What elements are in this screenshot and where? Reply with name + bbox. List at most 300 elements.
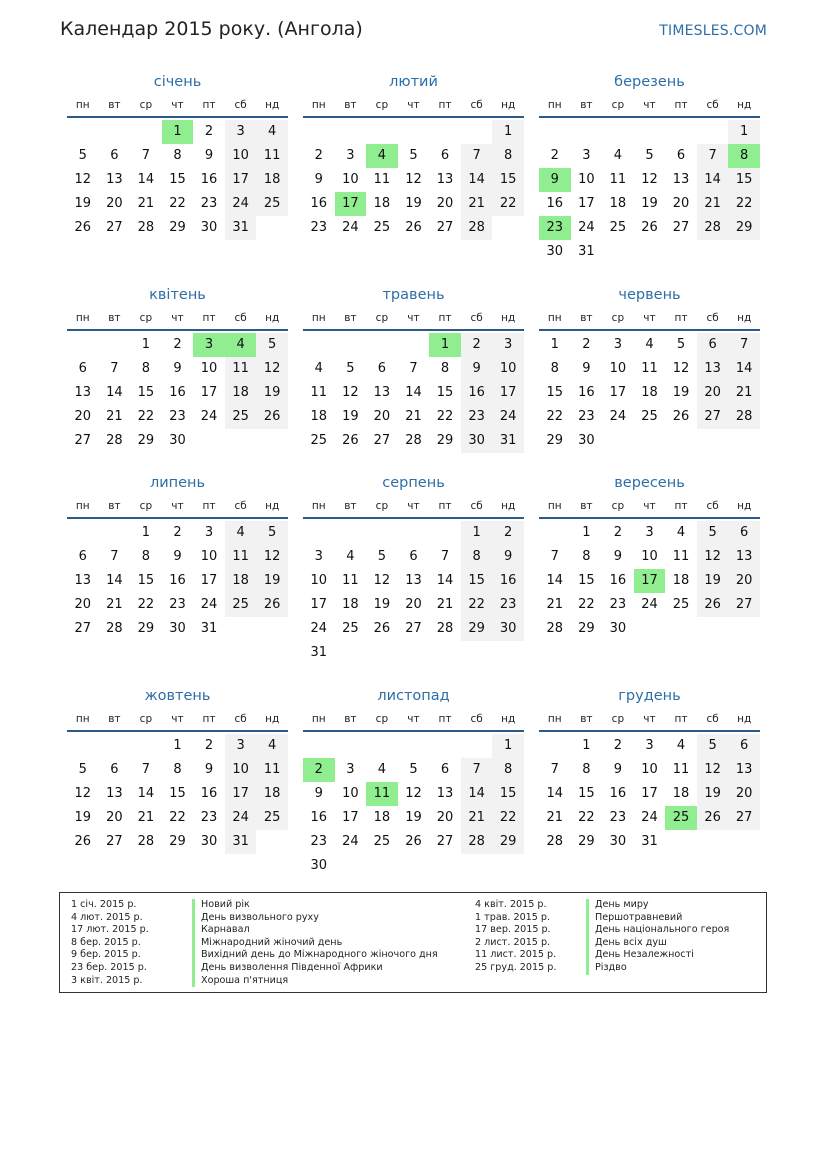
legend-date: 8 бер. 2015 р. <box>71 936 141 948</box>
day-cell: 1 <box>550 337 559 352</box>
empty-cell <box>335 734 367 758</box>
day-cell: 20 <box>697 381 729 405</box>
month-block <box>67 283 288 453</box>
empty-cell <box>303 120 335 144</box>
month-name: лютий <box>389 74 438 90</box>
day-cell: 6 <box>377 361 387 376</box>
day-cell: 26 <box>641 220 658 235</box>
day-cell: 27 <box>436 834 454 849</box>
day-cell: 22 <box>546 409 564 424</box>
empty-cell <box>303 521 335 545</box>
day-cell: 22 <box>169 810 186 825</box>
day-cell: 21 <box>405 409 422 424</box>
day-cell: 11 <box>373 172 391 187</box>
legend-date: 1 січ. 2015 р. <box>71 899 137 910</box>
weekday-label: пн <box>75 713 90 725</box>
empty-cell <box>67 333 99 357</box>
empty-cell <box>634 120 666 144</box>
weekday-label: ср <box>611 500 625 512</box>
legend-date: 1 трав. 2015 р. <box>475 911 551 923</box>
weekday-label: сб <box>706 713 719 725</box>
legend-holiday-name: День національного героя <box>586 924 729 937</box>
day-cell: 20 <box>728 782 760 806</box>
weekday-label: вт <box>344 99 357 111</box>
day-cell: 29 <box>169 834 186 849</box>
empty-cell <box>99 734 131 758</box>
day-cell: 3 <box>346 762 355 777</box>
day-cell: 28 <box>697 216 729 240</box>
day-cell: 22 <box>492 192 524 216</box>
day-cell: 28 <box>461 830 493 854</box>
day-cell: 27 <box>74 433 92 448</box>
day-cell: 19 <box>256 569 288 593</box>
day-cell: 26 <box>256 593 288 617</box>
empty-cell <box>335 333 367 357</box>
day-cell: 18 <box>310 409 328 424</box>
day-cell: 27 <box>728 806 760 830</box>
legend-date: 2 лист. 2015 р. <box>475 936 551 948</box>
month-block <box>303 684 524 878</box>
month-name: грудень <box>618 688 681 704</box>
weekday-label: вт <box>108 500 121 512</box>
weekday-label: пн <box>547 500 562 512</box>
weekday-label: вт <box>580 713 593 725</box>
day-cell: 15 <box>137 573 155 588</box>
day-cell: 11 <box>342 573 359 588</box>
empty-cell <box>398 333 430 357</box>
day-cell: 10 <box>492 357 524 381</box>
day-cell: 24 <box>342 834 359 849</box>
day-cell: 11 <box>672 762 690 777</box>
day-cell: 20 <box>373 409 391 424</box>
month-block <box>539 283 760 453</box>
day-cell: 29 <box>436 433 454 448</box>
day-cell: 12 <box>373 573 391 588</box>
day-cell: 21 <box>137 810 155 825</box>
day-cell: 13 <box>106 172 123 187</box>
day-cell: 6 <box>78 549 87 564</box>
day-cell: 23 <box>200 810 218 825</box>
day-cell: 5 <box>377 549 387 564</box>
day-cell: 30 <box>461 429 493 453</box>
day-cell: 12 <box>697 758 729 782</box>
day-cell: 24 <box>310 621 328 636</box>
empty-cell <box>366 333 398 357</box>
day-cell: 31 <box>200 621 218 636</box>
day-cell: 25 <box>256 806 288 830</box>
day-cell: 22 <box>137 409 155 424</box>
weekday-label: сб <box>470 500 483 512</box>
day-cell: 12 <box>74 786 92 801</box>
weekday-label: сб <box>234 500 247 512</box>
month-name: липень <box>149 475 206 491</box>
weekday-label: сб <box>470 713 483 725</box>
day-cell: 2 <box>492 521 524 545</box>
day-cell: 15 <box>578 786 595 801</box>
weekday-label: чт <box>643 713 656 725</box>
day-cell: 23 <box>461 405 493 429</box>
day-cell: 22 <box>578 597 595 612</box>
legend-date: 17 лют. 2015 р. <box>71 924 149 936</box>
day-cell: 14 <box>546 573 564 588</box>
day-cell: 25 <box>672 597 690 612</box>
day-cell: 27 <box>436 220 454 235</box>
day-cell: 31 <box>310 645 328 660</box>
day-cell: 28 <box>728 405 760 429</box>
day-cell: 8 <box>173 148 182 163</box>
weekday-label: нд <box>265 99 280 111</box>
day-cell: 30 <box>492 617 524 641</box>
day-cell: 1 <box>582 525 591 540</box>
day-cell: 9 <box>204 762 214 777</box>
day-cell: 24 <box>578 220 595 235</box>
weekday-label: чт <box>171 99 184 111</box>
day-cell: 6 <box>110 148 119 163</box>
day-cell: 24 <box>225 192 257 216</box>
day-cell: 27 <box>373 433 391 448</box>
empty-cell <box>602 120 634 144</box>
day-cell: 26 <box>405 220 422 235</box>
legend-date: 11 лист. 2015 р. <box>475 949 557 961</box>
day-cell: 16 <box>169 385 186 400</box>
weekday-label: чт <box>643 500 656 512</box>
empty-cell <box>461 120 493 144</box>
weekday-label: чт <box>171 500 184 512</box>
day-cell: 30 <box>200 220 218 235</box>
day-cell: 11 <box>641 361 658 376</box>
day-cell: 14 <box>461 782 493 806</box>
day-cell: 23 <box>609 810 627 825</box>
day-cell: 2 <box>613 738 623 753</box>
day-cell: 2 <box>582 337 591 352</box>
weekday-label: ср <box>139 99 153 111</box>
legend-date: 9 бер. 2015 р. <box>71 949 141 961</box>
weekday-label: ср <box>611 99 625 111</box>
day-cell: 30 <box>169 433 186 448</box>
weekday-label: пт <box>438 500 452 512</box>
weekday-label: нд <box>737 713 752 725</box>
day-cell: 13 <box>373 385 391 400</box>
day-cell: 29 <box>578 834 595 849</box>
weekday-header <box>303 307 524 331</box>
day-cell: 3 <box>492 333 524 357</box>
day-cell: 31 <box>641 834 658 849</box>
day-cell: 18 <box>256 782 288 806</box>
weekday-label: пн <box>547 312 562 324</box>
empty-cell <box>366 521 398 545</box>
weekday-header <box>303 94 524 118</box>
weekday-label: чт <box>171 312 184 324</box>
day-cell: 2 <box>461 333 493 357</box>
day-cell: 1 <box>728 120 760 144</box>
day-cell: 7 <box>110 361 119 376</box>
weekday-label: ср <box>611 713 625 725</box>
weekday-label: вт <box>344 713 357 725</box>
weekday-label: сб <box>234 713 247 725</box>
day-cell: 4 <box>346 549 355 564</box>
day-cell: 8 <box>141 549 151 564</box>
day-cell: 25 <box>342 621 359 636</box>
day-cell: 19 <box>641 196 658 211</box>
day-cell: 5 <box>645 148 654 163</box>
empty-cell <box>398 734 430 758</box>
day-cell: 26 <box>256 405 288 429</box>
weekday-label: пн <box>547 99 562 111</box>
day-cell: 20 <box>405 597 422 612</box>
day-cell: 7 <box>141 148 151 163</box>
empty-cell <box>697 120 729 144</box>
weekday-label: нд <box>501 500 516 512</box>
day-cell: 15 <box>169 786 186 801</box>
day-cell: 15 <box>578 573 595 588</box>
weekday-header <box>67 495 288 519</box>
weekday-label: нд <box>737 312 752 324</box>
day-cell: 8 <box>582 549 591 564</box>
day-cell: 17 <box>200 385 218 400</box>
day-cell: 31 <box>225 216 257 240</box>
empty-cell <box>335 120 367 144</box>
legend-holiday-name: Новий рік <box>192 899 438 912</box>
day-cell: 29 <box>546 433 564 448</box>
month-block <box>67 684 288 854</box>
empty-cell <box>539 734 571 758</box>
day-cell: 29 <box>728 216 760 240</box>
day-cell: 23 <box>169 409 186 424</box>
day-cell: 14 <box>106 573 123 588</box>
day-cell: 1 <box>492 734 524 758</box>
month-name: січень <box>153 74 202 90</box>
day-cell: 9 <box>461 357 493 381</box>
weekday-header <box>303 708 524 732</box>
day-grid <box>67 333 288 453</box>
day-cell: 6 <box>110 762 119 777</box>
day-cell: 18 <box>373 196 391 211</box>
day-cell: 16 <box>200 786 218 801</box>
day-cell: 16 <box>578 385 595 400</box>
legend-date: 4 лют. 2015 р. <box>71 911 143 923</box>
day-cell: 29 <box>461 617 493 641</box>
day-cell: 14 <box>137 172 155 187</box>
day-cell: 23 <box>310 834 328 849</box>
day-cell: 22 <box>492 806 524 830</box>
day-cell: 3 <box>346 148 355 163</box>
day-cell: 11 <box>609 172 627 187</box>
day-cell: 3 <box>314 549 323 564</box>
day-cell: 9 <box>173 361 182 376</box>
day-cell: 6 <box>728 734 760 758</box>
weekday-label: вт <box>108 713 121 725</box>
day-grid <box>303 120 524 240</box>
day-cell: 27 <box>74 621 92 636</box>
weekday-label: нд <box>265 500 280 512</box>
day-cell: 23 <box>578 409 595 424</box>
day-cell: 16 <box>546 196 564 211</box>
day-cell: 16 <box>310 196 328 211</box>
day-cell: 10 <box>641 762 658 777</box>
weekday-label: чт <box>171 713 184 725</box>
weekday-label: пт <box>438 713 452 725</box>
day-cell: 23 <box>310 220 328 235</box>
day-cell: 27 <box>728 593 760 617</box>
day-cell: 24 <box>641 810 658 825</box>
day-cell: 14 <box>436 573 454 588</box>
day-cell: 3 <box>645 738 654 753</box>
month-name: березень <box>614 74 685 90</box>
empty-cell <box>99 333 131 357</box>
day-cell: 6 <box>440 762 450 777</box>
day-cell: 10 <box>342 786 359 801</box>
day-cell: 14 <box>546 786 564 801</box>
day-cell: 17 <box>342 810 359 825</box>
day-cell: 25 <box>609 220 627 235</box>
day-cell: 4 <box>256 734 288 758</box>
month-name: серпень <box>382 475 445 491</box>
day-cell: 28 <box>546 834 564 849</box>
weekday-label: нд <box>737 500 752 512</box>
day-cell: 10 <box>641 549 658 564</box>
day-cell: 30 <box>578 433 595 448</box>
day-cell: 13 <box>106 786 123 801</box>
holiday-day-cell: 3 <box>193 333 225 357</box>
day-cell: 10 <box>310 573 328 588</box>
day-cell: 20 <box>436 810 454 825</box>
day-cell: 24 <box>342 220 359 235</box>
site-link[interactable]: TIMESLES.COM <box>659 23 767 39</box>
day-cell: 6 <box>728 521 760 545</box>
day-cell: 21 <box>546 810 564 825</box>
day-cell: 30 <box>310 858 328 873</box>
legend-holiday-name: День всіх душ <box>586 937 729 950</box>
month-name: травень <box>382 287 445 303</box>
weekday-label: чт <box>407 312 420 324</box>
day-cell: 20 <box>74 409 92 424</box>
day-cell: 28 <box>405 433 422 448</box>
day-cell: 23 <box>492 593 524 617</box>
day-cell: 11 <box>310 385 328 400</box>
day-cell: 6 <box>409 549 418 564</box>
day-cell: 19 <box>672 385 690 400</box>
day-grid <box>539 734 760 854</box>
day-cell: 24 <box>225 806 257 830</box>
weekday-label: пн <box>547 713 562 725</box>
day-cell: 4 <box>256 120 288 144</box>
day-cell: 8 <box>440 361 450 376</box>
empty-cell <box>67 521 99 545</box>
day-cell: 28 <box>137 834 155 849</box>
empty-cell <box>398 120 430 144</box>
day-cell: 6 <box>676 148 686 163</box>
day-cell: 23 <box>169 597 186 612</box>
holiday-day-cell: 1 <box>429 333 461 357</box>
day-cell: 17 <box>492 381 524 405</box>
day-cell: 30 <box>609 621 627 636</box>
day-cell: 14 <box>728 357 760 381</box>
weekday-label: пт <box>674 99 688 111</box>
day-cell: 20 <box>672 196 690 211</box>
day-cell: 31 <box>578 244 595 259</box>
day-cell: 18 <box>225 381 257 405</box>
day-cell: 3 <box>645 525 654 540</box>
day-cell: 21 <box>697 192 729 216</box>
weekday-label: вт <box>108 312 121 324</box>
empty-cell <box>539 521 571 545</box>
weekday-header <box>67 307 288 331</box>
day-cell: 20 <box>436 196 454 211</box>
day-cell: 25 <box>373 220 391 235</box>
day-cell: 18 <box>609 196 627 211</box>
day-cell: 21 <box>436 597 454 612</box>
day-cell: 19 <box>74 810 92 825</box>
weekday-label: сб <box>234 312 247 324</box>
weekday-label: вт <box>344 312 357 324</box>
day-cell: 6 <box>440 148 450 163</box>
day-cell: 24 <box>609 409 627 424</box>
day-cell: 3 <box>225 734 257 758</box>
day-cell: 12 <box>74 172 92 187</box>
weekday-label: пн <box>75 500 90 512</box>
day-cell: 26 <box>74 834 92 849</box>
empty-cell <box>571 120 603 144</box>
weekday-label: ср <box>611 312 625 324</box>
day-cell: 13 <box>728 545 760 569</box>
day-cell: 24 <box>641 597 658 612</box>
day-cell: 9 <box>173 549 182 564</box>
day-cell: 6 <box>78 361 87 376</box>
day-cell: 12 <box>697 545 729 569</box>
day-cell: 8 <box>492 758 524 782</box>
empty-cell <box>335 521 367 545</box>
day-cell: 15 <box>137 385 155 400</box>
month-name: листопад <box>377 688 450 704</box>
day-cell: 16 <box>492 569 524 593</box>
day-cell: 13 <box>436 786 454 801</box>
empty-cell <box>429 521 461 545</box>
day-grid <box>303 734 524 878</box>
day-cell: 9 <box>613 549 623 564</box>
day-cell: 22 <box>169 196 186 211</box>
weekday-label: ср <box>375 500 389 512</box>
day-cell: 29 <box>137 621 155 636</box>
day-cell: 24 <box>200 409 218 424</box>
day-cell: 11 <box>225 545 257 569</box>
month-block <box>67 70 288 240</box>
day-cell: 21 <box>546 597 564 612</box>
holiday-day-cell: 4 <box>366 144 398 168</box>
weekday-header <box>539 708 760 732</box>
weekday-label: сб <box>234 99 247 111</box>
weekday-header <box>539 307 760 331</box>
day-cell: 4 <box>645 337 654 352</box>
weekday-label: ср <box>139 713 153 725</box>
day-cell: 13 <box>74 573 92 588</box>
day-cell: 21 <box>461 192 493 216</box>
day-cell: 19 <box>74 196 92 211</box>
day-cell: 11 <box>256 758 288 782</box>
month-name: вересень <box>614 475 685 491</box>
day-cell: 14 <box>405 385 422 400</box>
weekday-label: сб <box>470 312 483 324</box>
weekday-header <box>539 94 760 118</box>
legend-holiday-name: Різдво <box>586 962 729 975</box>
day-cell: 16 <box>461 381 493 405</box>
empty-cell <box>99 521 131 545</box>
weekday-label: пт <box>202 99 216 111</box>
holiday-day-cell: 9 <box>539 168 571 192</box>
day-cell: 12 <box>405 172 422 187</box>
day-cell: 2 <box>173 525 182 540</box>
day-cell: 16 <box>310 810 328 825</box>
weekday-label: вт <box>580 99 593 111</box>
